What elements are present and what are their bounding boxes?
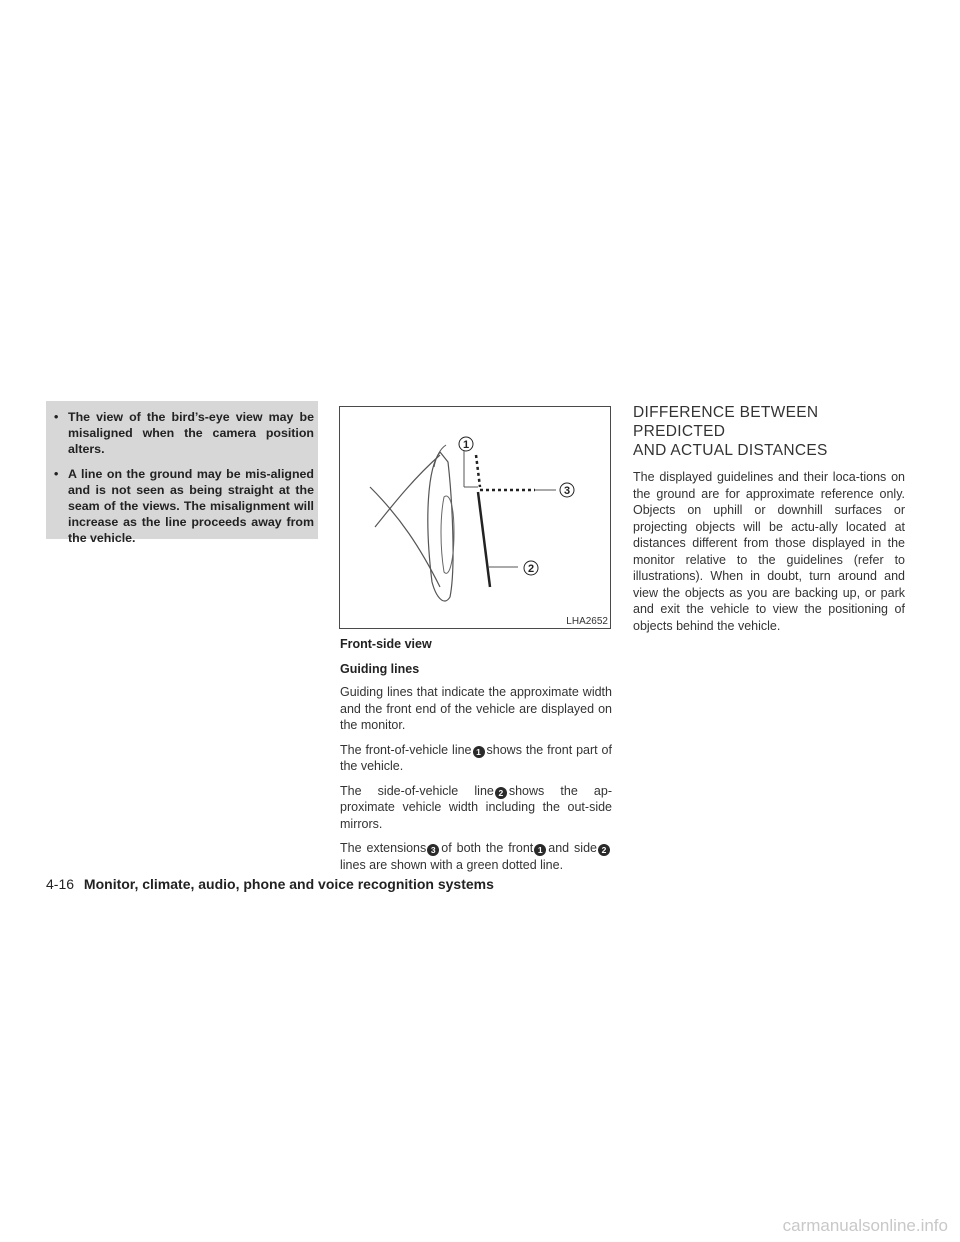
paragraph [340,840,612,873]
page-number: 4-16 [46,876,75,892]
caution-list [54,409,314,546]
subheading: Guiding lines [340,662,420,676]
figure-caption: Front-side view [340,637,432,651]
front-dotted-line [476,455,480,487]
text-run: The front-of-vehicle line [340,742,472,757]
callout-1-label: 1 [462,439,470,451]
mirror-line [434,445,446,467]
section-title [633,403,905,460]
caution-item [54,409,314,457]
caution-box [46,401,318,545]
vehicle-body-line [370,487,440,587]
caution-text: A line on the ground may be mis-aligned and is not seen as being straight at the seam of the views. The misalignment will increase as the line proceeds away from the vehicle. [68,467,314,545]
paragraph: The displayed guidelines and their loca-tions on the ground are for approximate reference only. Objects on uphill or downhill surfaces or projecting objects will be actu-ally located at distances different from those displayed in the monitor relative to the guidelines (refer to illustrations). When in doubt, turn around and view the objects as you are backing up, or park and exit the vehicle to view the positioning of objects behind the vehicle. [633,470,905,633]
callout-number: 1 [473,746,485,758]
text-run: The side-of-vehicle line [340,783,494,798]
guiding-lines-section [340,636,612,881]
distance-difference-section [633,403,905,642]
text-run: and side [548,841,597,855]
figure-code: LHA2652 [566,616,608,627]
title-line: DIFFERENCE BETWEEN PREDICTED [633,404,819,440]
text-run: of both the front [441,841,534,855]
callout-3-label: 3 [563,485,571,497]
text-run: shows the front part of the vehicle. [340,742,612,773]
vehicle-body-line-2 [375,455,440,527]
callout-1 [459,437,473,451]
callout-number: 1 [534,844,546,856]
paragraph [340,742,612,775]
callout-number: 2 [598,844,610,856]
caution-item [54,466,314,546]
paragraph [340,783,612,833]
chapter-title: Monitor, climate, audio, phone and voice recognition systems [83,876,494,892]
text-run: The extensions [340,841,427,855]
paragraph: Guiding lines that indicate the approximate width and the front end of the vehicle are displayed on the monitor. [340,685,612,732]
callout-number: 3 [427,844,439,856]
text-run: shows the ap-proximate vehicle width including the out-side mirrors. [340,783,612,831]
bullet: • [54,410,59,424]
callout-2-label: 2 [527,563,535,575]
callout-3 [560,483,574,497]
callout-number: 2 [495,787,507,799]
title-line: AND ACTUAL DISTANCES [633,442,828,459]
page-footer [46,876,494,892]
side-solid-line [478,492,490,587]
callout-2 [524,561,538,575]
bullet: • [54,467,59,481]
tire-inner [441,496,454,573]
front-side-view-illustration [339,406,611,629]
tire-outline [428,452,453,601]
watermark: carmanualsonline.info [782,1216,948,1235]
camera-view-drawing [340,407,610,628]
caution-text: The view of the bird’s-eye view may be misaligned when the camera position alters. [68,410,314,456]
text-run: lines are shown with a green dotted line. [340,857,564,872]
